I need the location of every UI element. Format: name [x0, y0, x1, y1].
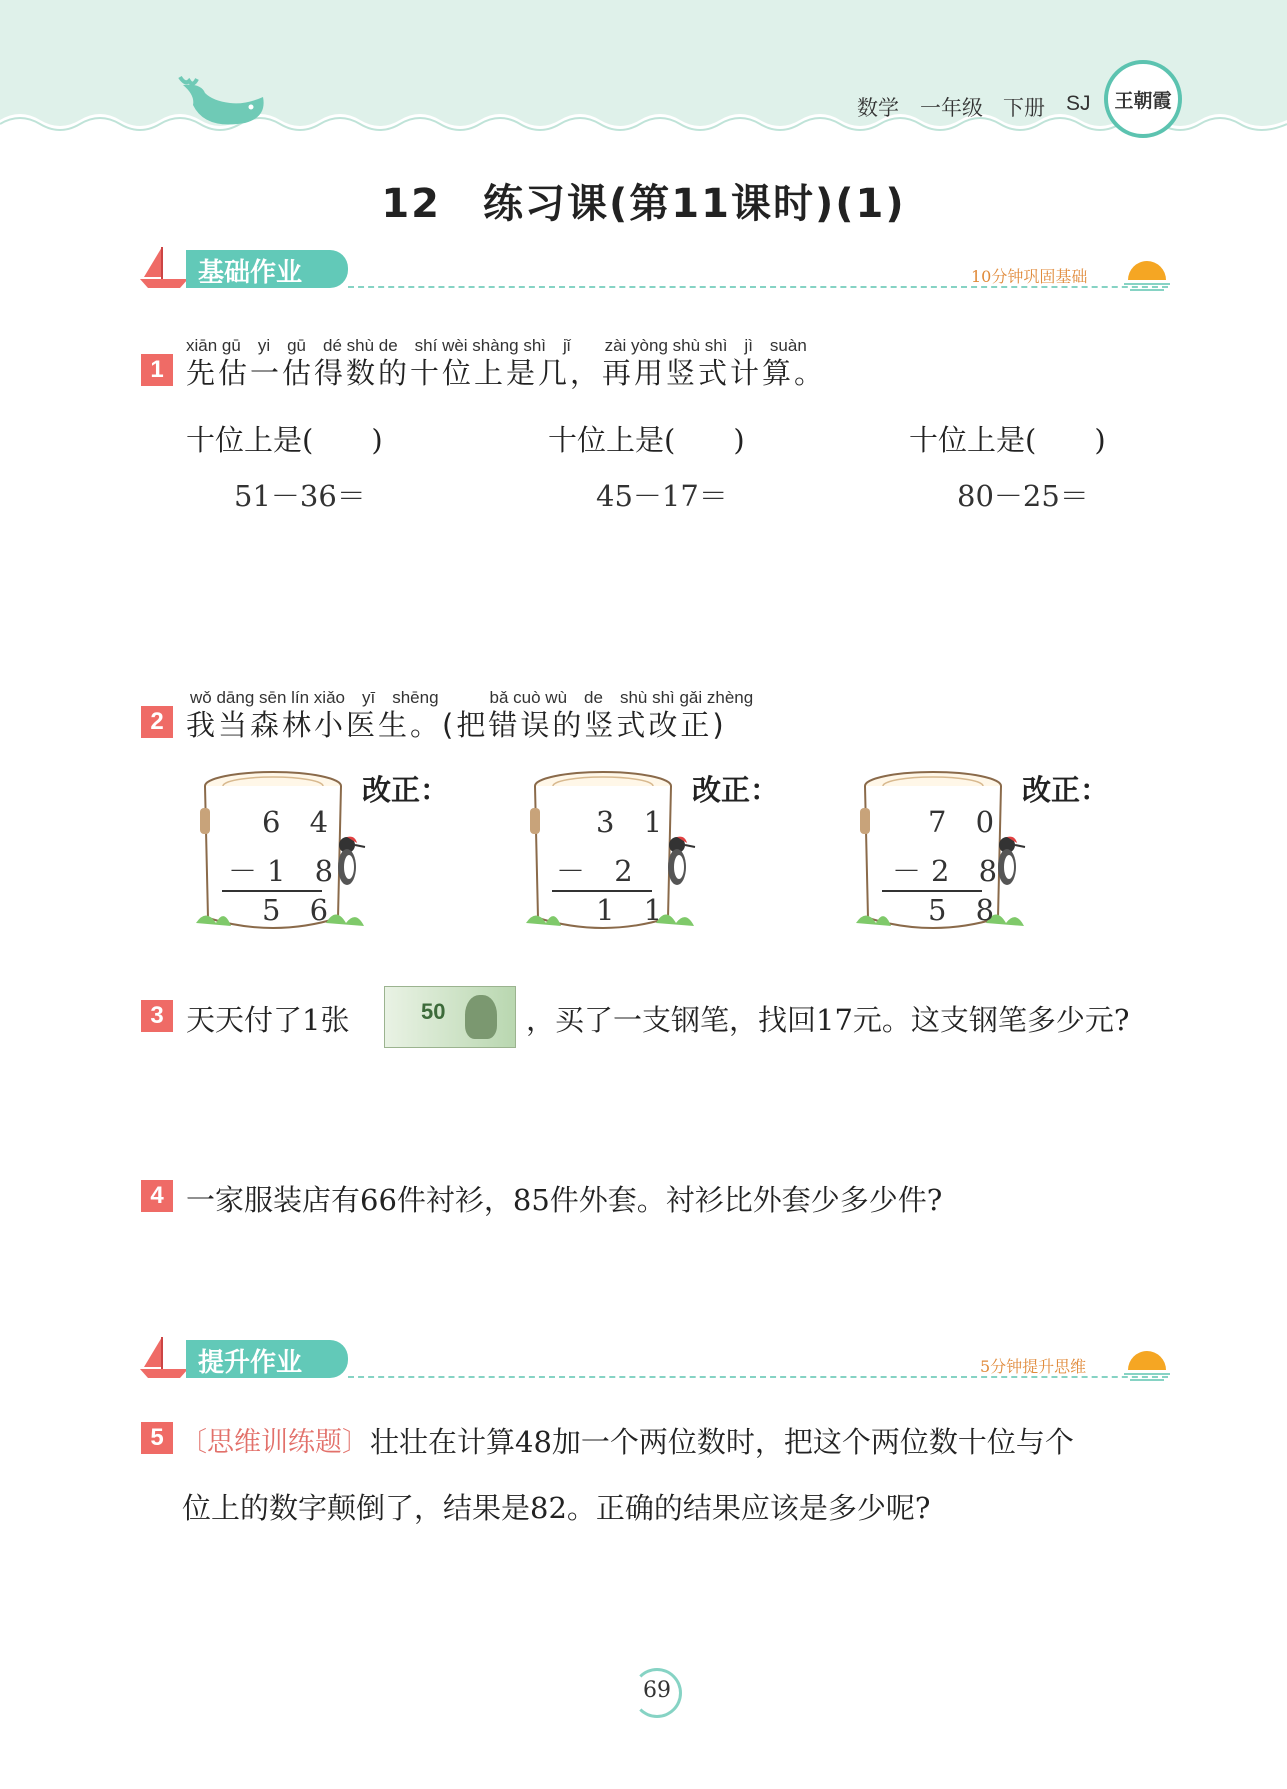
stump3-result: 5 8 [928, 893, 1005, 927]
stump2-minuend: 3 1 [596, 805, 673, 839]
stump1-correct-label: 改正： [362, 773, 450, 807]
q1-item1-expression: 51－36＝ [234, 479, 366, 513]
q5-text-line2: 位上的数字颠倒了，结果是82。正确的结果应该是多少呢? [182, 1491, 931, 1525]
q2-question-text: 我当森林小医生。(把错误的竖式改正) [186, 708, 727, 742]
stump3-correct-label: 改正： [1022, 773, 1110, 807]
stump3-minuend: 7 0 [928, 805, 1005, 839]
q5-number-badge: 5 [141, 1422, 173, 1454]
stump3-rule-line [882, 890, 982, 892]
stump1-subtrahend: －1 8 [228, 854, 344, 888]
q3-text-after: ，买了一支钢笔，找回17元。这支钢笔多少元? [526, 1003, 1130, 1037]
advanced-section-label: 提升作业 [198, 1348, 303, 1378]
banknote-value: 50 [421, 999, 446, 1024]
q1-item1-prompt: 十位上是( ) [186, 423, 383, 457]
woodpecker-icon [655, 833, 700, 893]
page-title: 12 练习课(第11课时)(1) [381, 181, 906, 227]
sunset-icon [1120, 1340, 1175, 1390]
q4-question-text: 一家服装店有66件衬衫，85件外套。衬衫比外套少多少件? [186, 1183, 943, 1217]
q5-tag: 〔思维训练题〕 [180, 1427, 369, 1458]
portrait-icon [465, 995, 497, 1039]
basic-section-note: 10分钟巩固基础 [971, 267, 1088, 286]
q1-item2-prompt: 十位上是( ) [548, 423, 745, 457]
q4-number-badge: 4 [141, 1180, 173, 1212]
q1-question-text: 先估一估得数的十位上是几，再用竖式计算。 [186, 356, 827, 390]
stump3-subtrahend: －2 8 [892, 854, 1008, 888]
q1-pinyin: xiān gū yi gū dé shù de shí wèi shàng shì jǐ zài yòng shù shì jì suàn [186, 336, 807, 355]
q3-number-badge: 3 [141, 1000, 173, 1032]
q5-text-line1: 壮壮在计算48加一个两位数时，把这个两位数十位与个 [370, 1425, 1074, 1459]
basic-section-label: 基础作业 [198, 258, 303, 288]
q1-number-badge: 1 [141, 354, 173, 386]
stump2-correct-label: 改正： [692, 773, 780, 807]
stump2-subtrahend: － 2 [556, 854, 643, 888]
edition-label: SJ [1066, 92, 1091, 115]
brand-logo [1104, 60, 1182, 138]
stump1-minuend: 6 4 [262, 805, 339, 839]
subject-label: 数学 [857, 97, 899, 120]
q2-pinyin: wǒ dāng sēn lín xiǎo yī shēng bǎ cuò wù de shù shì gǎi zhèng [190, 688, 754, 707]
stump1-rule-line [222, 890, 322, 892]
stump2-result: 1 1 [596, 893, 673, 927]
sunset-icon [1120, 250, 1175, 300]
q1-item2-expression: 45－17＝ [596, 479, 728, 513]
q2-number-badge: 2 [141, 706, 173, 738]
page-number: 69 [643, 1678, 671, 1703]
volume-label: 下册 [1003, 97, 1045, 120]
banknote-image [384, 986, 516, 1048]
grade-label: 一年级 [920, 97, 983, 120]
stump1-result: 5 6 [262, 893, 339, 927]
sailboat-icon [140, 1335, 190, 1380]
sailboat-icon [140, 245, 190, 290]
q3-text-before: 天天付了1张 [186, 1003, 350, 1037]
whale-icon [175, 75, 275, 135]
brand-logo-text: 王朝霞 [1114, 89, 1172, 112]
q1-item3-prompt: 十位上是( ) [909, 423, 1106, 457]
advanced-section-note: 5分钟提升思维 [980, 1357, 1087, 1376]
stump2-rule-line [552, 890, 652, 892]
q1-item3-expression: 80－25＝ [957, 479, 1089, 513]
